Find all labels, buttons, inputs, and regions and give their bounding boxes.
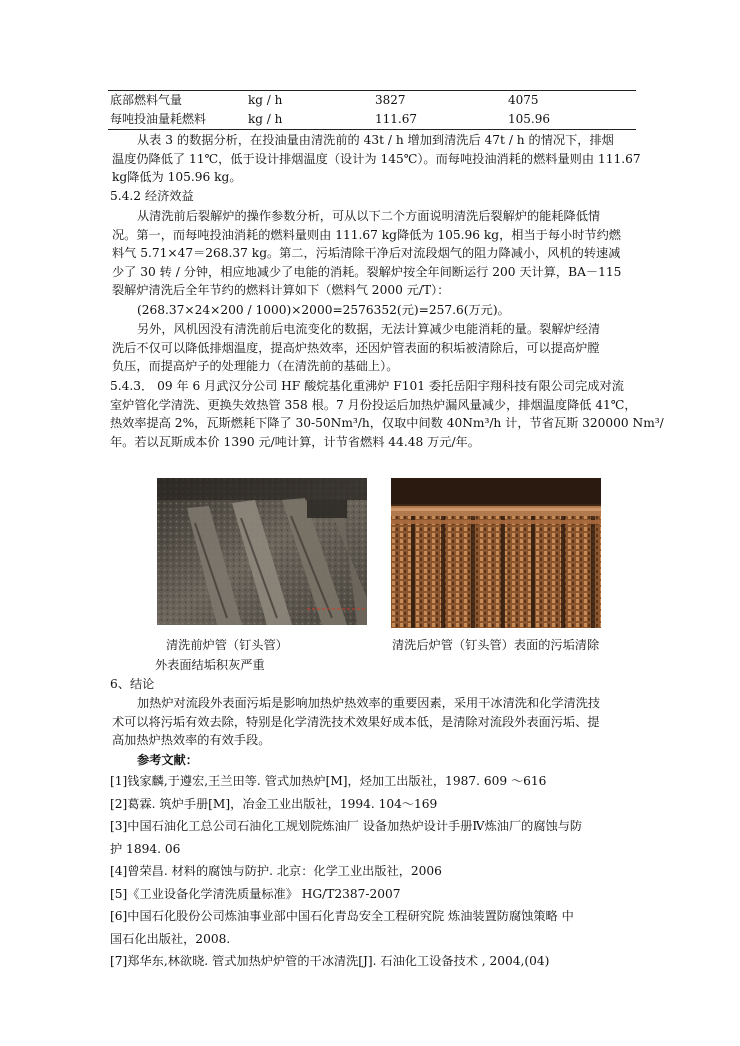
heading-text: 6、结论 [110, 677, 155, 691]
references-heading [112, 751, 640, 770]
text-line: 5.4.3． 09 年 6 月武汉分公司 HF 酸烷基化重沸炉 F101 委托岳阳宇翔科技有限公司完成对流 [110, 379, 624, 393]
table-bottom-rule [108, 129, 636, 130]
text-line: 洗后不仅可以降低排烟温度，提高炉热效率，还因炉管表面的积垢被清除后，可以提高炉膛 [112, 340, 600, 355]
reference-item: [5]《工业设备化学清洗质量标准》 HG/T2387-2007 [110, 886, 401, 901]
table-cell: kg / h [248, 112, 283, 126]
photo-tubes-before-cleaning [157, 478, 367, 625]
table-row [108, 91, 636, 110]
table-cell: 111.67 [375, 112, 417, 126]
text-line: 加热炉对流段外表面污垢是影响加热炉热效率的重要因素，采用干冰清洗和化学清洗技 [137, 696, 601, 710]
reference-item: [7]郑华东,林欲晓. 管式加热炉炉管的干冰清洗[J]. 石油化工设备技术 , 2004,(04) [110, 954, 550, 968]
table-cell: 4075 [508, 93, 539, 107]
text-line: 况。第一，而每吨投油消耗的燃料量则由 111.67 kg降低为 105.96 kg，相当于每小时节约燃 [112, 227, 621, 242]
reference-list [110, 770, 650, 973]
fouled-tubes-image [157, 478, 367, 625]
reference-item: [2]葛霖. 筑炉手册[M]，冶金工业出版社，1994. 104～169 [110, 796, 438, 811]
paragraph-5-4-3 [110, 377, 664, 451]
reference-item: [3]中国石油化工总公司石油化工规划院炼油厂 设备加热炉设计手册Ⅳ炼油厂的腐蚀与防 [110, 819, 583, 833]
figure-caption-left-line2: 外表面结垢积灰严重 [155, 658, 265, 672]
table-cell: 3827 [375, 93, 406, 107]
heading-text: 5.4.2 经济效益 [110, 189, 194, 203]
paragraph-conclusion [112, 694, 640, 750]
data-table [108, 90, 636, 130]
paragraph-economic-benefit [112, 207, 640, 300]
text-line: 另外，风机因没有清洗前后电流变化的数据，无法计算减少电能消耗的量。裂解炉经清 [137, 322, 601, 336]
text-line: 高加热炉热效率的有效手段。 [112, 733, 271, 747]
photo-tubes-after-cleaning [391, 478, 601, 628]
formula-text: (268.37×24×200 / 1000)×2000=2576352(元)=257.6(万元)。 [137, 303, 510, 317]
table-cell: 每吨投油量耗燃料 [110, 112, 207, 126]
table-cell: 底部燃料气量 [110, 93, 183, 107]
reference-item: [4]曾荣昌. 材料的腐蚀与防护. 北京：化学工业出版社，2006 [110, 864, 442, 878]
figure-caption-left: 清洗前炉管（钉头管） [166, 638, 288, 652]
text-line: 术可以将污垢有效去除，特别是化学清洗技术效果好成本低，是清除对流段外表面污垢、提 [112, 714, 600, 729]
reference-item: 护 1894. 06 [110, 841, 181, 856]
section-heading-6 [110, 675, 638, 694]
figure-caption-right: 清洗后炉管（钉头管）表面的污垢清除 [392, 638, 600, 652]
text-line: 室炉管化学清洗、更换失效热管 358 根。7 月份投运后加热炉漏风量减少，排烟温度降低 41℃， [110, 397, 637, 412]
reference-item: [1]钱家麟,于遵宏,王兰田等. 管式加热炉[M]，烃加工出版社，1987. 609 ～616 [110, 774, 547, 788]
table-cell: 105.96 [508, 112, 550, 126]
table-row [108, 110, 636, 129]
text-line: 少了 30 转 / 分钟，相应地减少了电能的消耗。裂解炉按全年间断运行 200 天计算，BA－115 [112, 264, 622, 279]
text-line: 温度仍降低了 11℃，低于设计排烟温度（设计为 145℃）。而每吨投油消耗的燃料量则由 111.67 [112, 151, 641, 166]
text-line: 裂解炉清洗后全年节约的燃料计算如下（燃料气 2000 元/T）： [112, 283, 450, 297]
heading-text: 参考文献： [137, 753, 198, 767]
reference-item: 国石化出版社，2008. [110, 931, 231, 946]
paragraph-other-benefits [112, 320, 640, 376]
text-line: 料气 5.71×47＝268.37 kg。第二，污垢清除干净后对流段烟气的阻力降减小，风机的转速减 [112, 246, 621, 260]
text-line: 从表 3 的数据分析，在投油量由清洗前的 43t / h 增加到清洗后 47t / h 的情况下，排烟 [137, 133, 614, 147]
section-heading-5-4-2 [110, 187, 638, 206]
clean-tubes-image [391, 478, 601, 628]
table-cell: kg / h [248, 93, 283, 107]
text-line: 负压，而提高炉子的处理能力（在清洗前的基础上）。 [112, 359, 399, 373]
text-line: kg降低为 105.96 kg。 [112, 170, 242, 184]
paragraph-analysis [112, 131, 640, 187]
reference-item: [6]中国石化股份公司炼油事业部中国石化青岛安全工程研究院 炼油装置防腐蚀策略 中 [110, 909, 574, 923]
text-line: 年。若以瓦斯成本价 1390 元/吨计算，计节省燃料 44.48 万元/年。 [110, 434, 480, 449]
formula-line [112, 301, 640, 320]
text-line: 热效率提高 2%，瓦斯燃耗下降了 30-50Nm³/h，仅取中间数 40Nm³/h 计，节省瓦斯 320000 Nm³/ [110, 416, 664, 430]
text-line: 从清洗前后裂解炉的操作参数分析，可从以下二个方面说明清洗后裂解炉的能耗降低情 [137, 209, 601, 223]
